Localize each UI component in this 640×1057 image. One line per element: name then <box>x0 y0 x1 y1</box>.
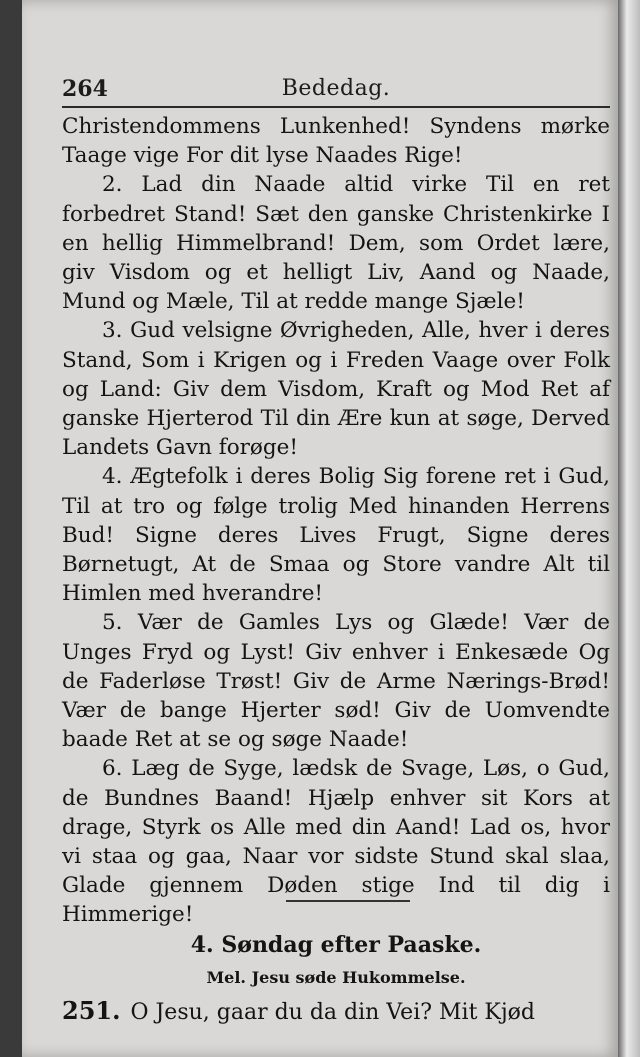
verse-4: 4. Ægtefolk i deres Bolig Sig forene ret i Gud, Til at tro og følge trolig Med hinanden Herrens Bud! Signe deres Lives Frugt, Signe deres Børnetugt, At de Smaa og Store vandre Alt til Himlen med hverandre! <box>62 464 610 607</box>
verse-3: 3. Gud velsigne Øvrigheden, Alle, hver i deres Stand, Som i Krigen og i Freden Vaage over Folk og Land: Giv dem Visdom, Kraft og Mod Ret af ganske Hjerterod Til din Ære kun at søge, Derved Landets Gavn forøge! <box>62 318 610 461</box>
adjacent-page-edge <box>618 0 640 1057</box>
page-header <box>62 76 610 108</box>
melody-line: Mel. Jesu søde Hukommelse. <box>206 968 466 987</box>
section-title: 4. Søndag efter Paaske. <box>190 932 482 958</box>
divider-rule <box>286 900 410 902</box>
running-head: Bededag. <box>281 76 391 101</box>
verse-6: 6. Læg de Syge, lædsk de Svage, Løs, o Gud, de Bundnes Baand! Hjælp enhver sit Kors at drage, Styrk os Alle med din Aand! Lad os, hvor vi staa og gaa, Naar vor sidste Stund skal slaa, Glade gjennem Døden stige Ind til dig i Himmerige! <box>62 756 610 928</box>
verse-5: 5. Vær de Gamles Lys og Glæde! Vær de Unges Fryd og Lyst! Giv enhver i Enkesæde Og de Faderløse Trøst! Giv de Arme Nærings-Brød! Vær de bange Hjerter sød! Giv de Uomvendte baade Ret at se og søge Naade! <box>62 610 610 753</box>
hymn-text <box>62 112 610 930</box>
verse-2: 2. Lad din Naade altid virke Til en ret forbedret Stand! Sæt den ganske Christenkirke I en hellig Himmelbrand! Dem, som Ordet lære, giv Visdom og et helligt Liv, Aand og Naade, Mund og Mæle, Til at redde mange Sjæle! <box>62 172 610 315</box>
hymn-first-line-text: O Jesu, gaar du da din Vei? Mit Kjød <box>130 1000 536 1025</box>
book-page <box>22 0 618 1057</box>
page-number: 264 <box>62 76 108 102</box>
verse-continuation: Christendommens Lunkenhed! Syndens mørke Taage vige For dit lyse Naades Rige! <box>62 114 610 169</box>
hymn-number: 251. <box>62 996 121 1025</box>
hymn-first-line <box>62 996 622 1025</box>
